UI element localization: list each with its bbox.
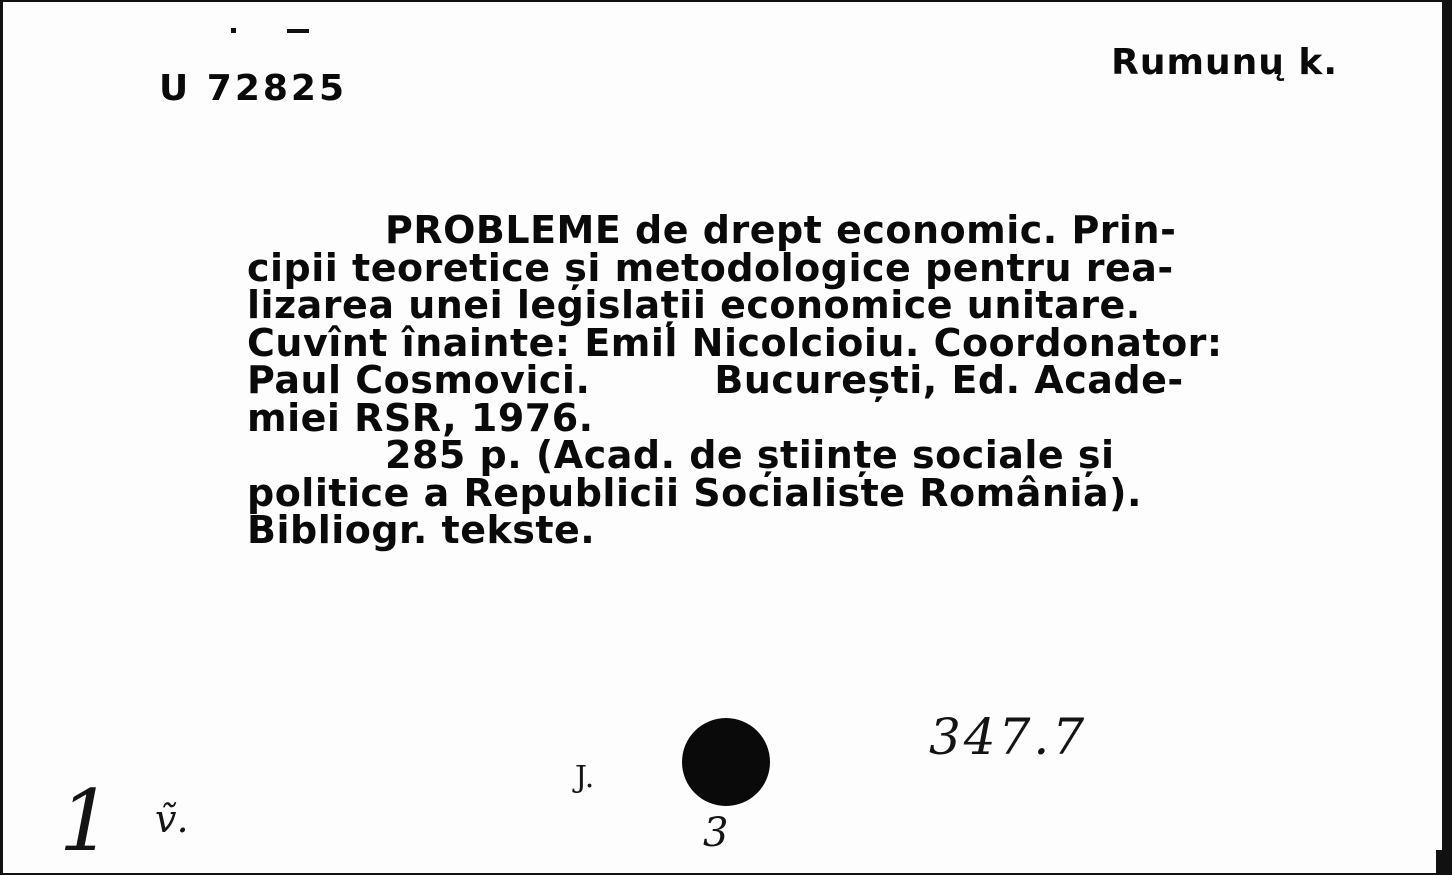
entry-line-2: cipii teoretice și metodologice pentru rea- [247, 245, 1174, 290]
handwritten-classification: 347.7 [929, 708, 1088, 766]
entry-line-5b: București, Ed. Acade- [714, 358, 1184, 402]
punch-hole [682, 718, 770, 806]
entry-line-8: politice a Republicii Socialiste România). [247, 470, 1142, 515]
entry-line-7: 285 p. (Acad. de științe sociale și [385, 433, 1115, 477]
entry-line-5a: Paul Cosmovici. [247, 358, 591, 402]
entry-line-1: PROBLEME de drept economic. Prin- [385, 208, 1177, 252]
handwritten-copy-count: 1 [59, 772, 113, 870]
entry-line-6: miei RSR, 1976. [247, 395, 594, 440]
handwritten-small-mark: J. [575, 760, 595, 795]
entry-line-3: lizarea unei legislații economice unitare. [247, 283, 1141, 327]
entry-line-4: Cuvînt înainte: Emil Nicolcioiu. Coordonator: [247, 320, 1223, 365]
handwritten-initial: ṽ. [155, 797, 189, 841]
call-number: U 72825 [159, 68, 348, 109]
dash-mark [287, 29, 309, 33]
speck-mark [231, 28, 236, 33]
entry-line-5 [247, 358, 1387, 402]
card-edge-notch [1436, 850, 1450, 875]
bibliographic-entry [247, 208, 1387, 552]
card-edge-right [1442, 2, 1450, 875]
handwritten-bottom-number: 3 [703, 810, 729, 856]
location-label: Rumunų k. [1111, 42, 1338, 83]
entry-line-9: Bibliogr. tekste. [247, 508, 596, 552]
